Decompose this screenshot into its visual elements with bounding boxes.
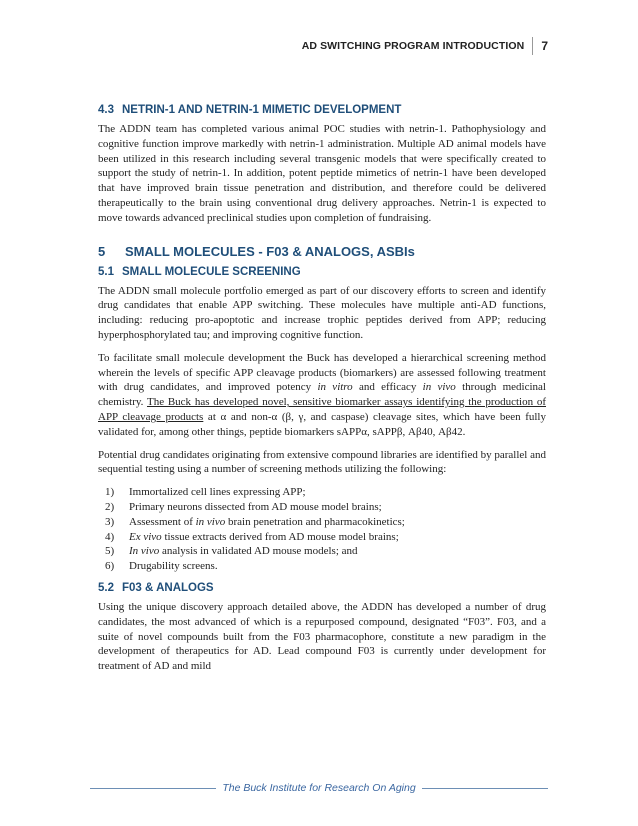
header-title: AD SWITCHING PROGRAM INTRODUCTION [301, 40, 525, 52]
section-title: SMALL MOLECULES - F03 & ANALOGS, ASBIs [125, 243, 415, 259]
section-number: 5.1 [98, 265, 114, 278]
list-item [105, 530, 546, 545]
section-5-1-heading [98, 266, 546, 278]
list-number: 1) [105, 486, 115, 499]
text-run: and efficacy [352, 381, 423, 394]
text-run-underlined: The Buck has developed novel, sensitive biomarker assays identifying the production of APP cleavage products [98, 396, 547, 423]
section-number: 5.2 [98, 581, 114, 594]
text-run-italic: Ex vivo [129, 530, 162, 543]
list-number: 3) [105, 515, 115, 528]
section-5-1-paragraph-2 [98, 351, 546, 440]
text-run-italic: in vivo [195, 515, 226, 528]
text-run: To facilitate small molecule development the Buck has developed a hierarchical screening method wherein the levels of specific APP cleavage products (biomarkers) are assessed following treatment with drug candidates, and improved potency [98, 351, 546, 394]
section-5-1-paragraph-1: The ADDN small molecule portfolio emerged as part of our discovery efforts to screen and identify drug candidates that enable APP switching. These molecules have multiple anti-AD functions, including: reducing pro-apoptotic and increase trophic peptides derived from APP; reducing hyperphosphorylated tau; and improving cognitive function. [98, 284, 546, 341]
list-number: 4) [105, 530, 115, 543]
footer-text: The Buck Institute for Research On Aging [222, 782, 416, 794]
list-number: 2) [105, 500, 115, 513]
list-item [105, 544, 546, 559]
section-5-heading [98, 244, 546, 259]
footer-rule-right [422, 788, 548, 789]
section-5-2-paragraph: Using the unique discovery approach detailed above, the ADDN has developed a number of drug candidates, the most advanced of which is a repurposed compound, designated “F03”. F03, and a suite of novel compounds built from the F03 pharmacophore, constitute a new paradigm in the development of therapeutics for AD. Lead compound F03 is currently under development for treatment of AD and mild [98, 600, 546, 673]
text-run: at α and non-α (β, γ, and caspase) cleavage sites, which have been fully validated for, among other things, peptide biomarkers sAPPα, sAPPβ, Aβ40, Aβ42. [98, 410, 546, 438]
list-item [105, 515, 546, 530]
text-run-italic: in vitro [317, 381, 353, 394]
page-footer [90, 782, 548, 794]
section-title: SMALL MOLECULE SCREENING [122, 265, 301, 278]
list-item [105, 559, 546, 574]
section-title: NETRIN-1 AND NETRIN-1 MIMETIC DEVELOPMENT [122, 104, 402, 116]
section-4-3-heading [98, 104, 546, 116]
page-content [98, 104, 546, 682]
list-item [105, 485, 546, 500]
section-5-1-paragraph-3: Potential drug candidates originating from extensive compound libraries are identified by parallel and sequential testing using a number of screening methods utilizing the following: [98, 448, 546, 476]
text-run: tissue extracts derived from AD mouse model brains; [161, 530, 399, 543]
page-header [302, 37, 548, 55]
section-number: 5 [98, 243, 106, 259]
screening-methods-list [98, 485, 546, 574]
text-run: Primary neurons dissected from AD mouse model brains; [129, 500, 382, 513]
footer-rule-left [90, 788, 216, 789]
section-5-2-heading [98, 582, 546, 594]
text-run: Assessment of [129, 515, 196, 528]
list-number: 5) [105, 545, 115, 558]
list-item [105, 500, 546, 515]
section-title: F03 & ANALOGS [122, 581, 214, 594]
text-run: through medicinal chemistry. [98, 381, 546, 409]
page-number: 7 [532, 37, 548, 55]
text-run-italic: in vivo [422, 381, 456, 394]
text-run: brain penetration and pharmacokinetics; [225, 515, 405, 528]
section-number: 4.3 [98, 104, 114, 116]
section-4-3-paragraph: The ADDN team has completed various animal POC studies with netrin-1. Pathophysiology and cognitive function improve markedly with netrin-1 administration. Multiple AD animal models have been utilized in this research including several transgenic models that were specifically created to support the study of netrin-1. In addition, potent peptide mimetics of netrin-1 have been developed that have improved brain tissue penetration and distribution, and therefore could be delivered therapeutically to the brain using conventional drug delivery approaches. Netrin-1 is expected to move towards advanced preclinical studies upon completion of fundraising. [98, 123, 546, 224]
text-run: Drugability screens. [129, 560, 218, 573]
text-run: Immortalized cell lines expressing APP; [129, 486, 306, 499]
text-run-italic: In vivo [129, 545, 160, 558]
list-number: 6) [105, 560, 115, 573]
text-run: analysis in validated AD mouse models; and [159, 545, 358, 558]
